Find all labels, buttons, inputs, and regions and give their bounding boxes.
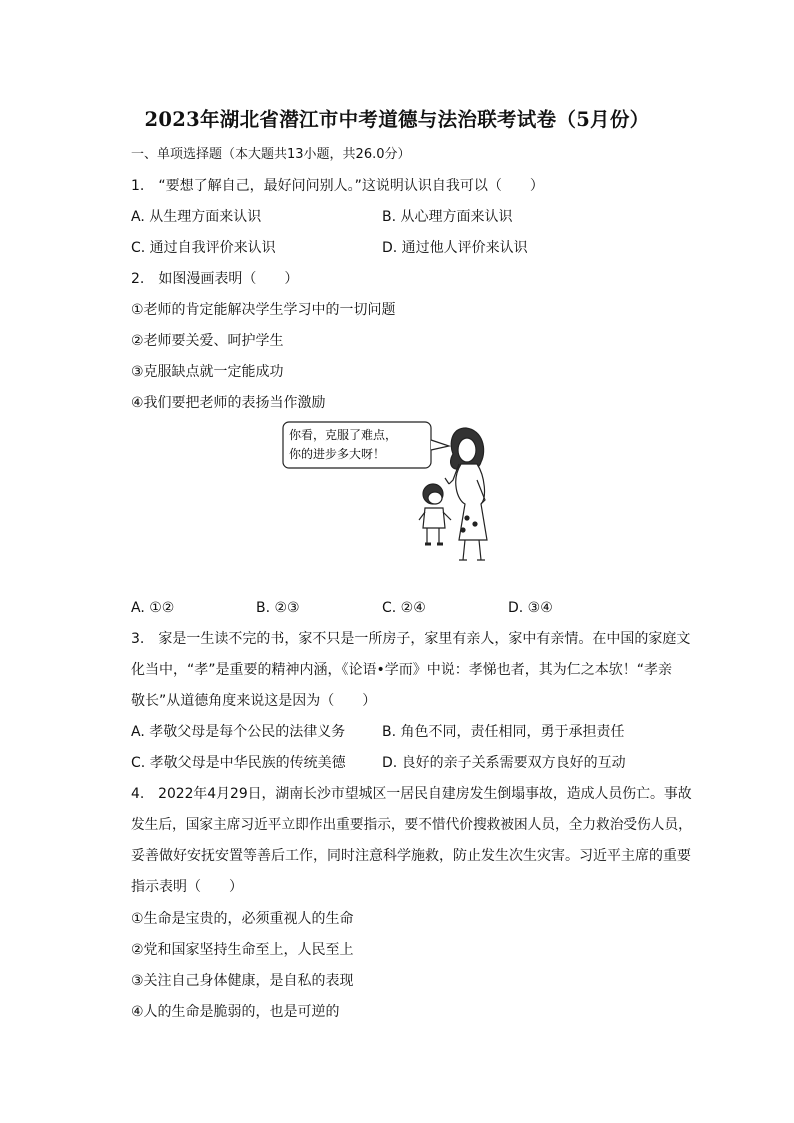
q4-stem-line-3: 妥善做好安抚安置等善后工作，同时注意科学施救，防止发生次生灾害。习近平主席的重要 xyxy=(131,848,691,864)
q3-stem-line-3: 敬长”从道德角度来说这是因为（ ） xyxy=(131,693,377,709)
q3-option-c: C. 孝敬父母是中华民族的传统美德 xyxy=(131,755,346,771)
q1-option-b: B. 从心理方面来认识 xyxy=(382,209,513,225)
q3-option-a: A. 孝敬父母是每个公民的法律义务 xyxy=(131,724,346,740)
q2-option-c: C. ②④ xyxy=(382,600,426,616)
q3-option-b: B. 角色不同，责任相同，勇于承担责任 xyxy=(382,724,625,740)
q2-statement-2: ②老师要关爱、呵护学生 xyxy=(131,333,284,349)
q4-statement-1: ①生命是宝贵的，必须重视人的生命 xyxy=(131,911,354,927)
speech-bubble-line-2: 你的进步多大呀！ xyxy=(289,447,386,461)
q2-stem: 2. 如图漫画表明（ ） xyxy=(131,271,299,287)
q1-option-d: D. 通过他人评价来认识 xyxy=(382,240,528,256)
q2-statement-1: ①老师的肯定能解决学生学习中的一切问题 xyxy=(131,302,396,318)
cartoon-teacher-student-illustration xyxy=(281,420,509,570)
speech-bubble-line-1: 你看，克服了难点， xyxy=(289,428,398,442)
q1-option-a: A. 从生理方面来认识 xyxy=(131,209,262,225)
exam-title: 2023年湖北省潜江市中考道德与法治联考试卷（5月份） xyxy=(144,108,650,131)
q4-stem-line-1: 4. 2022年4月29日，湖南长沙市望城区一居民自建房发生倒塌事故，造成人员伤亡。事故 xyxy=(131,786,692,802)
q2-option-a: A. ①② xyxy=(131,600,175,616)
q4-statement-2: ②党和国家坚持生命至上，人民至上 xyxy=(131,942,354,958)
q4-statement-3: ③关注自己身体健康，是自私的表现 xyxy=(131,973,354,989)
q4-stem-line-2: 发生后，国家主席习近平立即作出重要指示，要不惜代价搜救被困人员，全力救治受伤人员， xyxy=(131,817,692,833)
section-heading: 一、单项选择题（本大题共13小题，共26.0分） xyxy=(131,147,411,162)
q3-stem-line-1: 3. 家是一生读不完的书，家不只是一所房子，家里有亲人，家中有亲情。在中国的家庭文 xyxy=(131,631,691,647)
q2-option-d: D. ③④ xyxy=(508,600,553,616)
q3-option-d: D. 良好的亲子关系需要双方良好的互动 xyxy=(382,755,626,771)
teacher-figure xyxy=(445,428,487,560)
q4-statement-4: ④人的生命是脆弱的，也是可逆的 xyxy=(131,1004,340,1020)
q2-statement-3: ③克服缺点就一定能成功 xyxy=(131,364,284,380)
q4-stem-line-4: 指示表明（ ） xyxy=(131,879,243,895)
q3-stem-line-2: 化当中，“孝”是重要的精神内涵，《论语•学而》中说：孝悌也者，其为仁之本欤！“孝亲 xyxy=(131,662,673,678)
q1-stem: 1. “要想了解自己，最好问问别人。”这说明认识自我可以（ ） xyxy=(131,178,544,194)
q1-option-c: C. 通过自我评价来认识 xyxy=(131,240,276,256)
student-figure xyxy=(419,484,451,544)
q2-statement-4: ④我们要把老师的表扬当作激励 xyxy=(131,395,326,411)
q2-option-b: B. ②③ xyxy=(256,600,300,616)
